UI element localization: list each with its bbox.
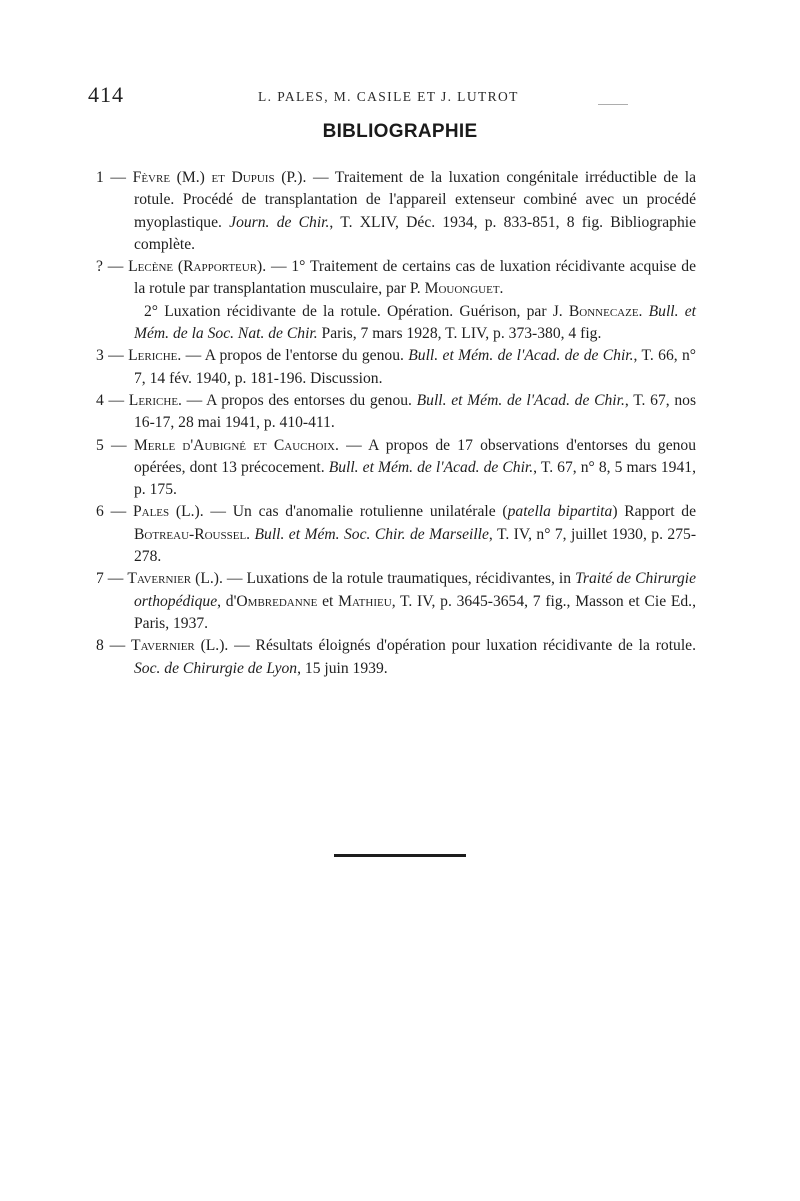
entry-details: , 15 juin 1939. <box>297 659 388 677</box>
entry-journal: Bull. et Mém. de la Soc. Nat. de Chir. <box>134 302 696 343</box>
entry-details: Paris, 7 mars 1928, T. LIV, p. 373-380, 4 fig. <box>317 325 602 343</box>
entry-number: 1 <box>96 169 104 186</box>
entry-details: , T. IV, p. 3645-3654, 7 fig., Masson et Cie Ed., Paris, 1937. <box>134 592 696 632</box>
entry-details: , T. 67, nos 16-17, 28 mai 1941, p. 410-411. <box>134 391 697 432</box>
bibliography-entry-1: 1 — Fèvre (M.) et Dupuis (P.). — Traitement de la luxation congénitale irréductible de la rotule. Procédé de transplantation de l'appareil extenseur combiné avec un procédé myoplastique. Journ. de Chir., T. XLIV, Déc. 1934, p. 833-851, 8 fig. Bibliographie complète. <box>96 169 697 253</box>
entry-authors: Fèvre (M.) et Dupuis (P.). <box>132 169 307 186</box>
entry-journal: Bull. et Mém. de l'Acad. de Chir. <box>328 458 534 476</box>
entry-text: 1° Traitement de certains cas de luxation récidivante acquise de la rotule par transplantation musculaire, par <box>134 258 696 298</box>
entry-second-author: Ombredanne <box>236 592 318 610</box>
entry-text: Traitement de la luxation congénitale irréductible de la rotule. Procédé de transplantation de l'appareil extenseur combiné avec un procédé myoplastique. <box>134 169 696 231</box>
bibliography-entry-4: 4 — Leriche. — A propos des entorses du genou. Bull. et Mém. de l'Acad. de Chir., T. 67, nos 16-17, 28 mai 1941, p. 410-411. <box>96 391 697 432</box>
entry-journal: Soc. de Chirurgie de Lyon <box>134 659 298 677</box>
bibliography-entry-8: 8 — Tavernier (L.). — Résultats éloignés d'opération pour luxation récidivante de la rotule. Soc. de Chirurgie de Lyon, 15 juin 1939. <box>96 637 696 677</box>
entry-journal: Bull. et Mém. de l'Acad. de Chir. <box>416 391 625 409</box>
entry-text: Luxations de la rotule traumatiques, récidivantes, in <box>246 570 572 588</box>
entry-authors: Tavernier (L.). <box>131 637 229 655</box>
entry-second-author: Botreau-Roussel. <box>134 525 251 543</box>
entry-text: A propos de 17 observations d'entorses du genou opérées, dont 13 précocement. <box>134 436 697 476</box>
end-rule-divider <box>334 854 466 857</box>
entry-second-author: P. Mouonguet. <box>409 280 504 298</box>
bibliography-entry-2: ? — Lecène (Rapporteur). — 1° Traitement de certains cas de luxation récidivante acquise de la rotule par transplantation musculaire, par P. Mouonguet. <box>96 258 696 298</box>
entry-number: 4 <box>96 391 104 409</box>
entry-authors: Lecène (Rapporteur). <box>128 258 267 276</box>
entry-journal: Bull. et Mém. Soc. Chir. de Marseille <box>254 525 489 543</box>
page-number: 414 <box>88 82 124 107</box>
entry-third-author: Mathieu <box>338 592 392 610</box>
entry-authors: Merle d'Aubigné et Cauchoix. <box>133 436 339 454</box>
entry-number: 8 <box>96 637 104 655</box>
entry-number: 5 <box>96 436 104 454</box>
entry-details: , T. 67, n° 8, 5 mars 1941, p. 175. <box>134 458 696 499</box>
entry-number: ? <box>96 258 103 276</box>
entry-authors: Leriche. <box>128 391 182 409</box>
entry-text: A propos de l'entorse du genou. <box>204 347 404 365</box>
entry-authors: Tavernier (L.). <box>127 570 223 588</box>
bibliography-list <box>96 167 696 680</box>
entry-authors: Pales (L.). <box>132 503 204 521</box>
entry-number: 6 <box>96 503 104 521</box>
entry-number: 7 <box>96 570 104 588</box>
entry-text: A propos des entorses du genou. <box>206 391 412 409</box>
entry-text: Résultats éloignés d'opération pour luxation récidivante de la rotule. <box>255 637 696 655</box>
entry-connector: , d' <box>217 592 237 610</box>
entry-authors: Leriche. <box>128 347 182 365</box>
entry-text-continued: ) Rapport de <box>612 503 697 521</box>
bibliography-entry-7: 7 — Tavernier (L.). — Luxations de la rotule traumatiques, récidivantes, in Traité de Chirurgie orthopédique, d'Ombredanne et Mathieu, T. IV, p. 3645-3654, 7 fig., Masson et Cie Ed., Paris, 1937. <box>96 570 697 632</box>
bibliography-entry-6: 6 — Pales (L.). — Un cas d'anomalie rotulienne unilatérale (patella bipartita) Rapport de Botreau-Roussel. Bull. et Mém. Soc. Chir. de Marseille, T. IV, n° 7, juillet 1930, p. 275-278. <box>96 503 697 566</box>
entry-italic-term: patella bipartita <box>507 503 613 521</box>
entry-journal: Bull. et Mém. de l'Acad. de de Chir. <box>408 347 634 365</box>
stray-ink-mark <box>598 104 628 105</box>
entry-details: , T. IV, n° 7, juillet 1930, p. 275-278. <box>134 525 697 566</box>
bibliography-entry-5: 5 — Merle d'Aubigné et Cauchoix. — A propos de 17 observations d'entorses du genou opérées, dont 13 précocement. Bull. et Mém. de l'Acad. de Chir., T. 67, n° 8, 5 mars 1941, p. 175. <box>96 436 697 499</box>
running-head: L. PALES, M. CASILE ET J. LUTROT <box>258 89 519 104</box>
entry-details: , T. XLIV, Déc. 1934, p. 833-851, 8 fig. Bibliographie complète. <box>134 213 697 253</box>
entry-journal: Journ. de Chir. <box>229 213 330 231</box>
entry-second-author: Bonnecaze. <box>568 302 643 320</box>
bibliography-entry-3: 3 — Leriche. — A propos de l'entorse du genou. Bull. et Mém. de l'Acad. de de Chir., T. 66, n° 7, 14 fév. 1940, p. 181-196. Discussion. <box>96 347 697 387</box>
entry-text: Un cas d'anomalie rotulienne unilatérale ( <box>232 503 508 521</box>
entry-connector: et <box>317 592 339 610</box>
entry-journal: Traité de Chirurgie orthopédique <box>134 570 697 610</box>
entry-details: , T. 66, n° 7, 14 fév. 1940, p. 181-196. Discussion. <box>134 347 697 387</box>
entry-text: 2° Luxation récidivante de la rotule. Opération. Guérison, par J. <box>144 302 563 320</box>
bibliography-entry-2-part-2 <box>96 301 696 346</box>
entry-number: 3 <box>96 347 104 365</box>
section-title: BIBLIOGRAPHIE <box>322 121 478 142</box>
